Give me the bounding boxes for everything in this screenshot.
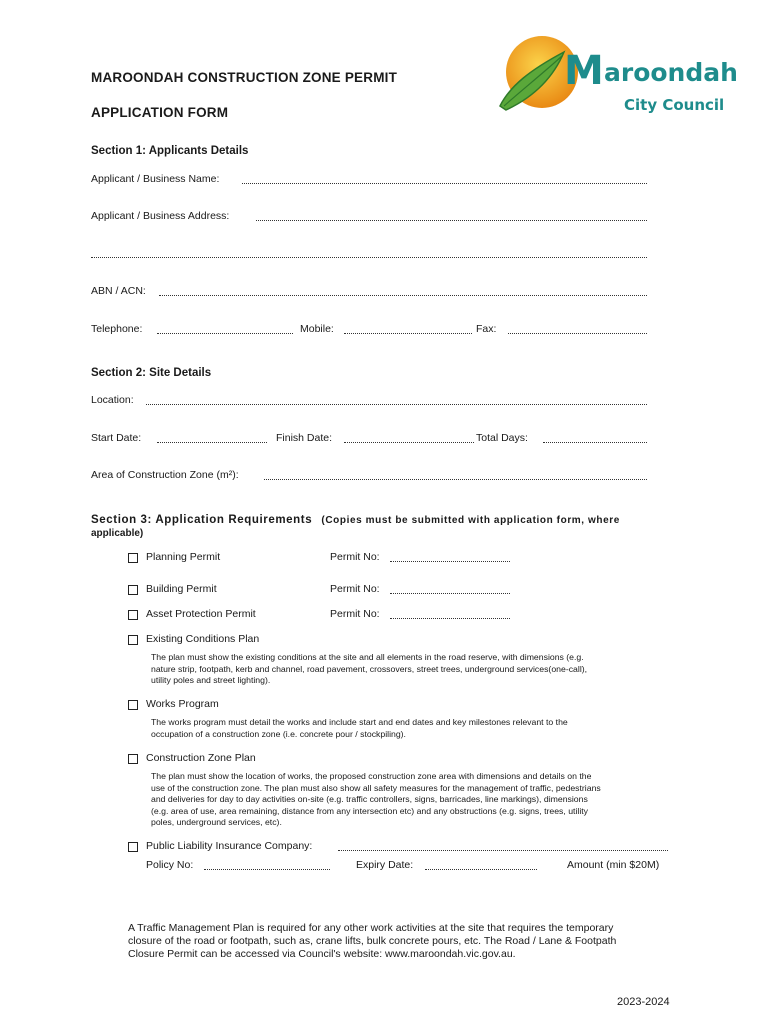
location-label: Location: xyxy=(91,394,134,406)
expiry-date-field[interactable] xyxy=(425,869,537,870)
telephone-field[interactable] xyxy=(157,333,293,334)
public-liability-field[interactable] xyxy=(338,850,668,851)
asset-protection-no-label: Permit No: xyxy=(330,608,380,620)
public-liability-checkbox[interactable] xyxy=(128,842,138,852)
total-days-field[interactable] xyxy=(543,442,647,443)
asset-protection-label: Asset Protection Permit xyxy=(146,608,256,620)
planning-permit-no-field[interactable] xyxy=(390,561,510,562)
business-name-field[interactable] xyxy=(242,183,647,184)
area-label: Area of Construction Zone (m²): xyxy=(91,469,239,481)
existing-conditions-desc: The plan must show the existing conditions at the site and all elements in the road reserve, with dimensions (e.g. nature strip, footpath, kerb and channel, road pavement, crossovers, street trees, underground services(one-call), utility poles and street lighting). xyxy=(151,652,588,685)
building-permit-no-field[interactable] xyxy=(390,593,510,594)
council-logo xyxy=(492,34,738,120)
planning-permit-label: Planning Permit xyxy=(146,551,221,563)
amount-label: Amount (min $20M) xyxy=(567,859,660,871)
existing-conditions-label: Existing Conditions Plan xyxy=(146,633,260,645)
start-date-field[interactable] xyxy=(157,442,267,443)
logo-subtitle: City Council xyxy=(624,96,725,114)
construction-zone-plan-desc: The plan must show the location of works, the proposed construction zone area with dimensions and details on the use of the construction zone. The plan must also show all safety measures for the management of traffic, pedestrians and deliveries for day to day activities on-site (e.g. traffic controllers, signs, barricades, line markings), dimensions (e.g. area of use, area remaining, distance from any intersection etc) and any obstructions (e.g. signs, trees, utility poles, underground services, etc). xyxy=(151,771,601,827)
abn-field[interactable] xyxy=(159,295,647,296)
existing-conditions-checkbox[interactable] xyxy=(128,635,138,645)
planning-permit-checkbox[interactable] xyxy=(128,553,138,563)
fax-field[interactable] xyxy=(508,333,647,334)
page-subtitle: APPLICATION FORM xyxy=(91,105,229,120)
building-permit-no-label: Permit No: xyxy=(330,583,380,595)
business-address-field[interactable] xyxy=(256,220,647,221)
works-program-label: Works Program xyxy=(146,698,219,710)
svg-text:M: M xyxy=(564,48,604,94)
section3-note: (Copies must be submitted with application form, where xyxy=(321,515,620,526)
fax-label: Fax: xyxy=(476,323,497,335)
total-days-label: Total Days: xyxy=(476,432,528,444)
logo-name: aroondah xyxy=(604,58,738,87)
mobile-label: Mobile: xyxy=(300,323,334,335)
construction-zone-plan-checkbox[interactable] xyxy=(128,754,138,764)
building-permit-label: Building Permit xyxy=(146,583,217,595)
public-liability-label: Public Liability Insurance Company: xyxy=(146,840,313,852)
works-program-checkbox[interactable] xyxy=(128,700,138,710)
start-date-label: Start Date: xyxy=(91,432,142,444)
business-address-label: Applicant / Business Address: xyxy=(91,210,230,222)
expiry-date-label: Expiry Date: xyxy=(356,859,414,871)
policy-no-field[interactable] xyxy=(204,869,330,870)
area-field[interactable] xyxy=(264,479,647,480)
policy-no-label: Policy No: xyxy=(146,859,194,871)
telephone-label: Telephone: xyxy=(91,323,143,335)
works-program-desc: The works program must detail the works and include start and end dates and key milestones relevant to the occupation of a construction zone (i.e. concrete pour / stockpiling). xyxy=(151,717,568,739)
abn-label: ABN / ACN: xyxy=(91,285,146,297)
finish-date-field[interactable] xyxy=(344,442,474,443)
business-address-field-2[interactable] xyxy=(91,257,647,258)
page-title: MAROONDAH CONSTRUCTION ZONE PERMIT xyxy=(91,70,398,85)
section3-header xyxy=(91,513,681,528)
document-year: 2023-2024 xyxy=(617,996,670,1008)
construction-zone-plan-label: Construction Zone Plan xyxy=(146,752,256,764)
asset-protection-checkbox[interactable] xyxy=(128,610,138,620)
building-permit-checkbox[interactable] xyxy=(128,585,138,595)
mobile-field[interactable] xyxy=(344,333,472,334)
section1-heading: Section 1: Applicants Details xyxy=(91,145,249,157)
section3-heading: Section 3: Application Requirements xyxy=(91,514,313,526)
business-name-label: Applicant / Business Name: xyxy=(91,173,220,185)
traffic-management-note: A Traffic Management Plan is required for any other work activities at the site that requires the temporary closure of the road or footpath, such as, crane lifts, bulk concrete pours, etc. The Road / Lane & Footpath Closure Permit can be accessed via Council's website: www.maroondah.vic.gov.au. xyxy=(128,922,617,960)
section3-note-cont: applicable) xyxy=(91,528,144,539)
location-field[interactable] xyxy=(146,404,647,405)
section2-heading: Section 2: Site Details xyxy=(91,367,212,379)
finish-date-label: Finish Date: xyxy=(276,432,333,444)
asset-protection-no-field[interactable] xyxy=(390,618,510,619)
planning-permit-no-label: Permit No: xyxy=(330,551,380,563)
